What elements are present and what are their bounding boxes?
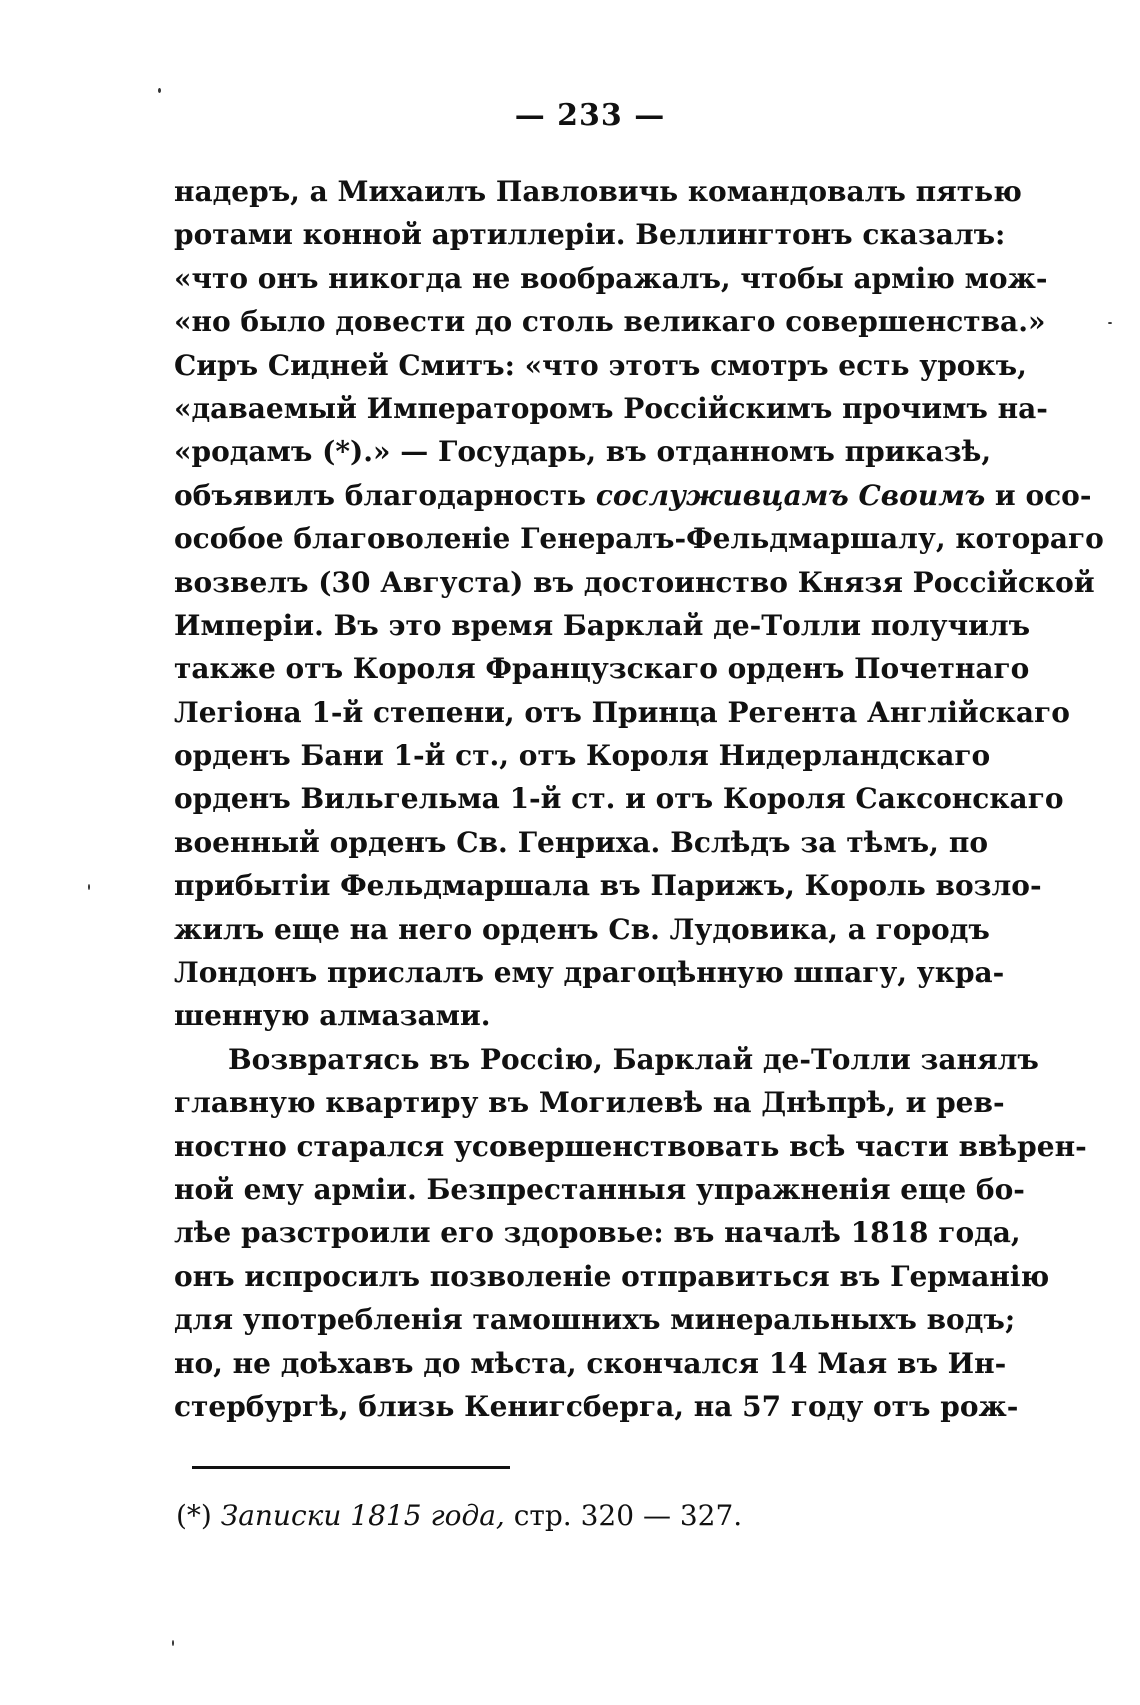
text-segment: объявилъ благодарность: [174, 478, 596, 512]
text-line: ротами конной артиллеріи. Веллингтонъ сказалъ:: [174, 218, 1006, 252]
text-line: военный орденъ Св. Генриха. Вслѣдъ за тѣмъ, по: [174, 825, 988, 859]
paragraph-first-line: Возвратясь въ Россію, Барклай де-Толли занялъ: [228, 1042, 1039, 1076]
text-line: особое благоволеніе Генералъ-Фельдмаршалу, котораго: [174, 522, 1104, 556]
text-line: возвелъ (30 Августа) въ достоинство Князя Россійской: [174, 565, 1095, 599]
text-line: надеръ, а Михаилъ Павловичь командовалъ пятью: [174, 175, 1022, 208]
body-text: [174, 170, 1104, 1428]
scan-speck: [158, 88, 161, 93]
scan-speck: [88, 884, 90, 890]
text-line: «даваемый Императоромъ Россійскимъ прочимъ на-: [174, 391, 1048, 425]
text-line: прибытіи Фельдмаршала въ Парижъ, Король возло-: [174, 869, 1042, 903]
text-line: Лондонъ прислалъ ему драгоцѣнную шпагу, укра-: [174, 956, 1005, 990]
page-number: — 233 —: [514, 98, 666, 133]
footnote-rule: [192, 1466, 510, 1469]
footnote: [176, 1494, 742, 1538]
text-line: стербургѣ, близь Кенигсберга, на 57 году отъ рож-: [174, 1389, 1019, 1423]
text-line: «но было довести до столь великаго совершенства.»: [174, 305, 1046, 339]
text-line: «что онъ никогда не воображалъ, чтобы армію мож-: [174, 261, 1048, 295]
text-line-with-italic: [174, 474, 1092, 517]
scan-speck: [1108, 322, 1112, 324]
text-line: для употребленія тамошнихъ минеральныхъ водъ;: [174, 1303, 1016, 1337]
text-line: орденъ Вильгельма 1-й ст. и отъ Короля Саксонскаго: [174, 782, 1064, 816]
footnote-title: Записки 1815 года,: [220, 1499, 505, 1532]
text-line: жилъ еще на него орденъ Св. Лудовика, а городъ: [174, 912, 990, 946]
text-line: ностно старался усовершенствовать всѣ части ввѣрен-: [174, 1129, 1087, 1163]
text-line: онъ испросилъ позволеніе отправиться въ Германію: [174, 1259, 1050, 1293]
italic-phrase: сослуживцамъ Своимъ: [595, 478, 986, 512]
text-line: ной ему арміи. Безпрестанныя упражненія еще бо-: [174, 1172, 1025, 1206]
text-line: лѣе разстроили его здоровье: въ началѣ 1818 года,: [174, 1216, 1021, 1250]
text-line: также отъ Короля Французскаго орденъ Почетнаго: [174, 652, 1030, 686]
text-segment: и осо-: [985, 478, 1092, 512]
text-line: орденъ Бани 1-й ст., отъ Короля Нидерландскаго: [174, 739, 991, 773]
text-line: Имперіи. Въ это время Барклай де-Толли получилъ: [174, 608, 1031, 642]
text-line: главную квартиру въ Могилевѣ на Днѣпрѣ, и рев-: [174, 1086, 1005, 1120]
text-line: «родамъ (*).» — Государь, въ отданномъ приказѣ,: [174, 435, 992, 469]
footnote-reference: стр. 320 — 327.: [504, 1499, 743, 1532]
text-line: Сиръ Сидней Смитъ: «что этотъ смотръ есть урокъ,: [174, 348, 1027, 382]
text-line: Легіона 1-й степени, отъ Принца Регента Англійскаго: [174, 695, 1070, 729]
text-line: но, не доѣхавъ до мѣста, скончался 14 Мая въ Ин-: [174, 1346, 1007, 1380]
footnote-marker: (*): [176, 1499, 221, 1532]
paragraph-end-line: шенную алмазами.: [174, 999, 491, 1033]
scan-speck: [172, 1640, 174, 1646]
